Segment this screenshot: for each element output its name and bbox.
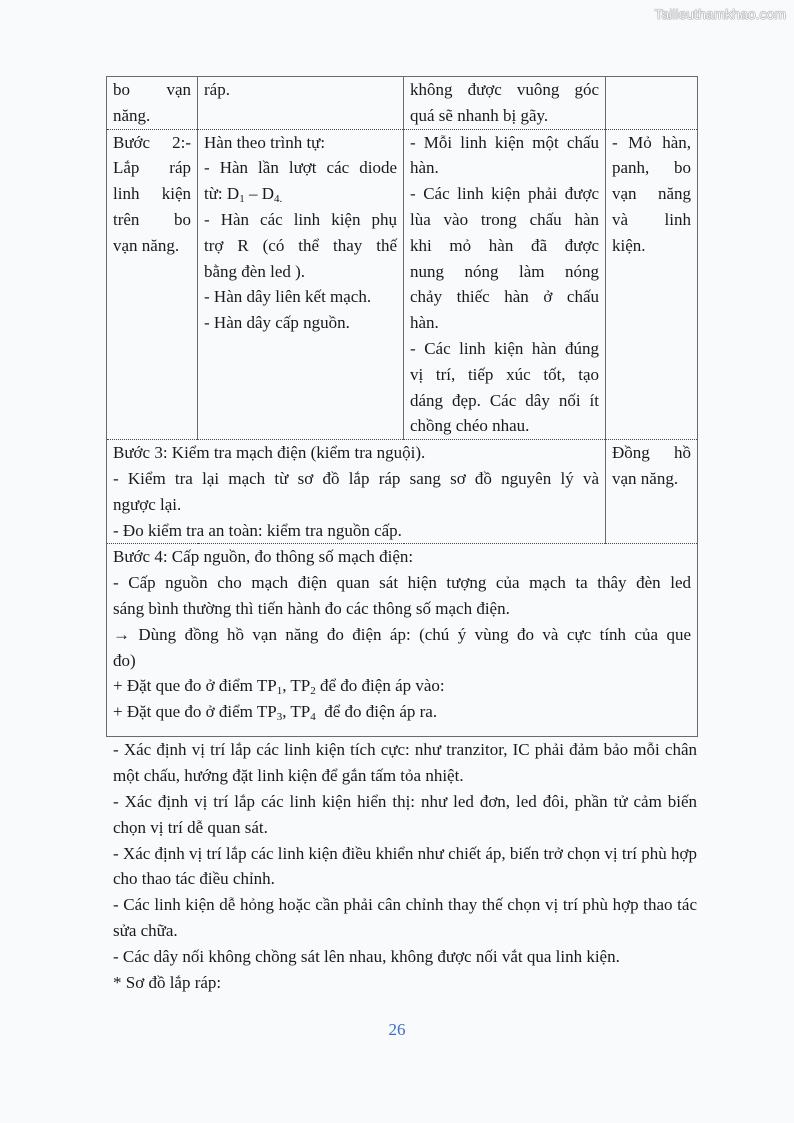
- procedure-cell: [198, 129, 404, 440]
- text: , TP: [282, 676, 311, 696]
- paragraph: - Xác định vị trí lắp các linh kiện điều khiển như chiết áp, biến trở chọn vị trí phù hợp cho thao tác điều chỉnh.: [113, 843, 697, 889]
- requirement-line: lùa vào trong chấu hàn: [410, 209, 599, 229]
- tools-cell: [606, 440, 698, 544]
- text: để đo điện áp vào:: [315, 676, 445, 696]
- step4-line: → Dùng đồng hồ vạn năng đo điện áp: (chú ý vùng đo và cực tính của que: [113, 624, 691, 644]
- step4-line: [113, 673, 691, 699]
- requirement-line: chảy thiếc hàn ở chấu: [410, 287, 599, 307]
- requirement-line: hàn.: [410, 158, 439, 178]
- step3-line: - Đo kiểm tra an toàn: kiểm tra nguồn cấp.: [113, 520, 402, 540]
- step4-line: đo): [113, 650, 136, 670]
- tools-cell: [606, 129, 698, 440]
- step4-line: sáng bình thường thì tiến hành đo các thông số mạch điện.: [113, 598, 510, 618]
- tools-line: vạn năng.: [612, 468, 679, 488]
- step-line: Bước 2:-: [113, 132, 191, 152]
- paragraph: - Các linh kiện dễ hỏng hoặc cần phải cân chỉnh thay thế chọn vị trí phù hợp thao tác sửa chữa.: [113, 895, 697, 940]
- procedure-cell: [198, 77, 404, 130]
- text: – D: [244, 184, 274, 204]
- step-line: linh kiện: [113, 184, 191, 204]
- requirement-line: nung nóng làm nóng: [410, 261, 599, 281]
- step4-line: - Cấp nguồn cho mạch điện quan sát hiện tượng của mạch ta thây đèn led: [113, 573, 691, 593]
- step-line: vạn năng.: [113, 235, 180, 255]
- step3-heading: Bước 3: Kiểm tra mạch điện (kiểm tra nguội).: [113, 443, 426, 463]
- procedure-line: [204, 181, 397, 207]
- table-row: [107, 129, 698, 440]
- watermark: Tailieuthamkhao.com: [654, 6, 786, 22]
- subscript: 3: [276, 711, 283, 724]
- step-cell: [107, 129, 198, 440]
- tools-line: - Mỏ hàn,: [612, 132, 691, 152]
- table-row: [107, 440, 698, 544]
- paragraph: - Các dây nối không chồng sát lên nhau, không được nối vắt qua linh kiện.: [113, 946, 620, 966]
- step4-cell: [107, 544, 698, 737]
- tools-line: Đồng hồ: [612, 443, 691, 463]
- step3-cell: [107, 440, 606, 544]
- requirement-line: dáng đẹp. Các dây nối ít: [410, 390, 599, 410]
- paragraph: - Xác định vị trí lắp các linh kiện hiển thị: như led đơn, led đôi, phần tử cảm biến chọn vị trí dễ quan sát.: [113, 791, 697, 837]
- tools-line: kiện.: [612, 235, 646, 255]
- requirement-line: - Mỗi linh kiện một chấu: [410, 132, 599, 152]
- paragraph: - Xác định vị trí lắp các linh kiện tích cực: như tranzitor, IC phải đảm bảo mỗi chân một chấu, hướng đặt linh kiện để gắn tấm tỏa nhiệt.: [113, 740, 697, 786]
- body-text: [106, 737, 697, 995]
- step-cell: [107, 77, 198, 130]
- step-line: bo vạn: [113, 80, 191, 99]
- procedure-line: - Hàn lần lượt các diode: [204, 158, 397, 178]
- procedure-line: trợ R (có thể thay thế: [204, 235, 397, 255]
- step-line: năng.: [113, 105, 151, 125]
- text: + Đặt que đo ở điểm TP: [113, 676, 277, 696]
- requirement-line: quá sẽ nhanh bị gãy.: [410, 105, 549, 125]
- step4-line: [113, 699, 691, 725]
- subscript: 2: [310, 685, 316, 698]
- procedure-line: bằng đèn led ).: [204, 261, 306, 281]
- text: để đo điện áp ra.: [315, 702, 438, 722]
- step4-heading: Bước 4: Cấp nguồn, đo thông số mạch điện:: [113, 547, 414, 567]
- paragraph: * Sơ đồ lắp ráp:: [113, 972, 222, 992]
- subscript: 1: [239, 193, 245, 206]
- requirement-line: - Các linh kiện phải được: [410, 184, 599, 204]
- step-line: trên bo: [113, 209, 191, 229]
- requirement-line: vị trí, tiếp xúc tốt, tạo: [410, 364, 599, 384]
- requirements-cell: [404, 129, 606, 440]
- requirement-line: - Các linh kiện hàn đúng: [410, 338, 599, 358]
- procedure-line: ráp.: [204, 80, 230, 99]
- step-line: Lắp ráp: [113, 158, 191, 178]
- subscript: 4.: [273, 193, 283, 206]
- procedure-line: - Hàn các linh kiện phụ: [204, 209, 397, 229]
- subscript: 1: [276, 685, 283, 698]
- subscript: 4: [310, 711, 316, 724]
- text: + Đặt que đo ở điểm TP: [113, 702, 277, 722]
- page-number: 26: [388, 1020, 406, 1039]
- text: từ: D: [204, 184, 240, 204]
- procedure-line: - Hàn dây liên kết mạch.: [204, 287, 372, 307]
- requirements-cell: [404, 77, 606, 130]
- tools-line: vạn năng: [612, 184, 691, 204]
- text: , TP: [282, 702, 311, 722]
- requirement-line: hàn.: [410, 313, 439, 333]
- table-row: [107, 77, 698, 130]
- procedure-line: - Hàn dây cấp nguồn.: [204, 313, 350, 333]
- step3-line: - Kiểm tra lại mạch từ sơ đồ lắp ráp sang sơ đồ nguyên lý và: [113, 468, 599, 488]
- tools-cell: [606, 77, 698, 130]
- page-content: [106, 76, 718, 995]
- table-row: [107, 544, 698, 737]
- tools-line: và linh: [612, 209, 691, 229]
- step3-line: ngược lại.: [113, 494, 182, 514]
- tools-line: panh, bo: [612, 158, 691, 178]
- procedure-line: Hàn theo trình tự:: [204, 132, 326, 152]
- requirement-line: khi mỏ hàn đã được: [410, 235, 599, 255]
- procedure-table: [106, 76, 698, 737]
- requirement-line: không được vuông góc: [410, 80, 599, 99]
- requirement-line: chồng chéo nhau.: [410, 416, 530, 436]
